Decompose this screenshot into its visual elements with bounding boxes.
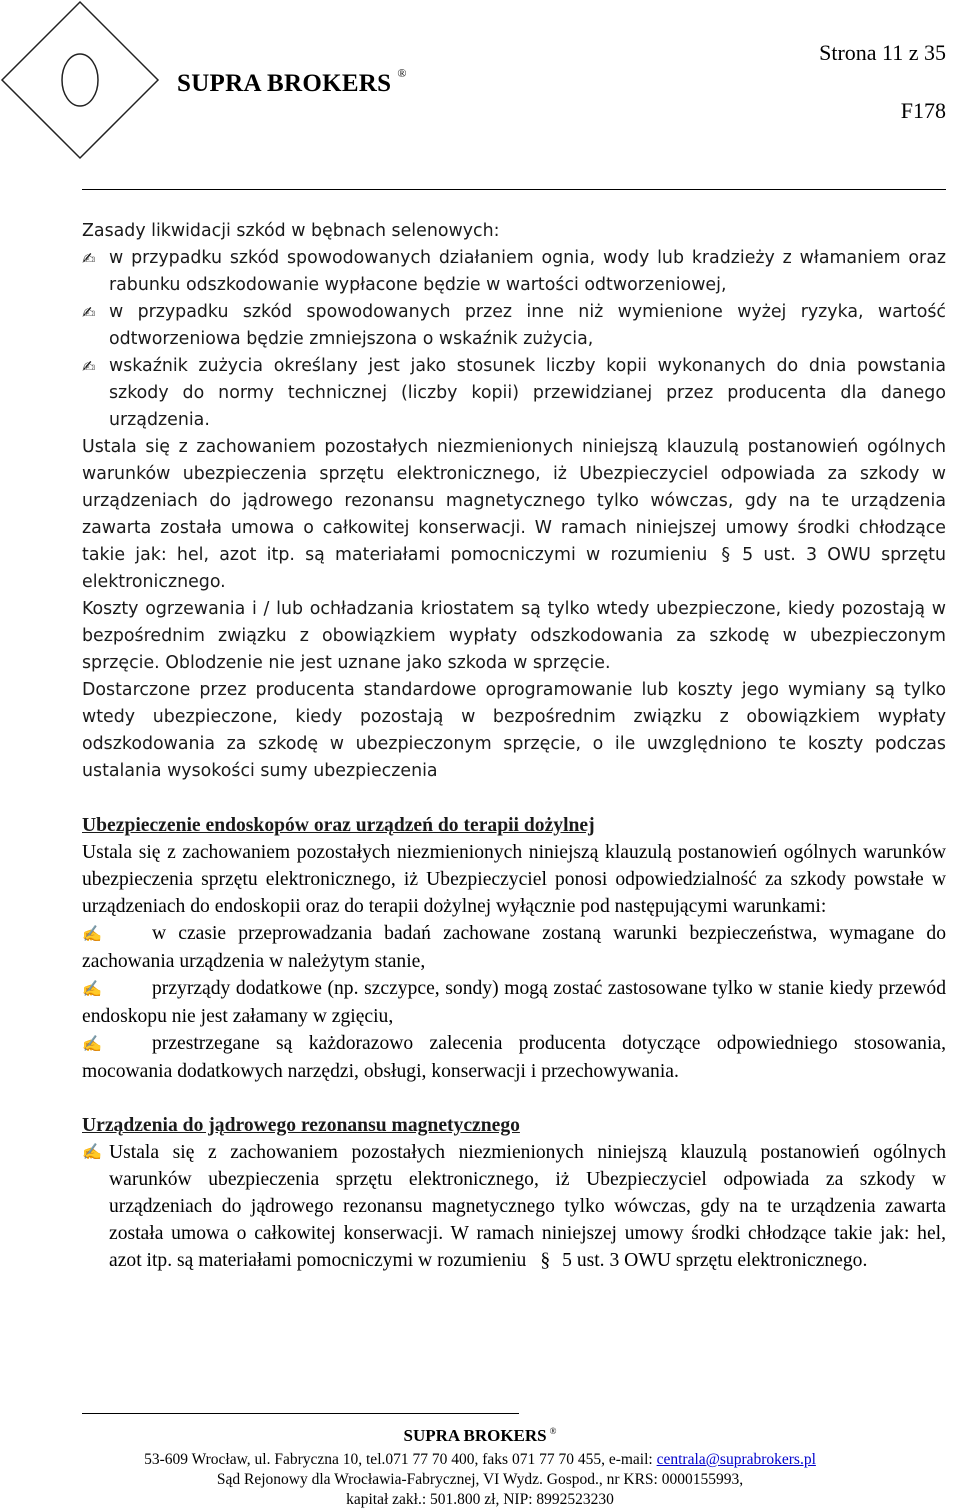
company-logo-icon (0, 0, 160, 160)
bullet-icon: ✍ (82, 1036, 102, 1053)
list-item (82, 353, 946, 434)
list-item-text: wskaźnik zużycia określany jest jako stosunek liczby kopii wykonanych do dnia powstania szkody do normy technicznej (liczby kopii) przewidzianej przez producenta dla danego urządzenia. (109, 356, 946, 430)
list-item (82, 1139, 946, 1274)
section3-title: Urządzenia do jądrowego rezonansu magnetycznego (82, 1115, 520, 1136)
section2-title: Ubezpieczenie endoskopów oraz urządzeń do terapii dożylnej (82, 815, 595, 836)
section1-heading: Zasady likwidacji szkód w bębnach selenowych: (82, 221, 500, 241)
footer-court-registration: Sąd Rejonowy dla Wrocławia-Fabrycznej, VI Wydz. Gospod., nr KRS: 0000155993, (216, 1471, 744, 1488)
document-body (82, 218, 946, 1274)
list-item (82, 299, 946, 353)
header-brand: SUPRA BROKERS ® (177, 66, 407, 97)
bullet-icon: ✍ (82, 926, 102, 943)
page-number: Strona 11 z 35 (819, 40, 946, 65)
footer-address: 53-609 Wrocław, ul. Fabryczna 10, tel.071 77 70 400, faks 071 77 70 455, e-mail: centrala@suprabrokers.pl (144, 1451, 816, 1468)
footer-brand: SUPRA BROKERS ® (403, 1426, 557, 1445)
bullet-icon: ✍ (82, 303, 96, 322)
registered-mark: ® (549, 1426, 557, 1437)
list-item (82, 245, 946, 299)
footer-capital: kapitał zakł.: 501.800 zł, NIP: 8992523230 (346, 1491, 614, 1508)
paragraph-cryostat: Koszty ogrzewania i / lub ochładzania kriostatem są tylko wtedy ubezpieczone, kiedy pozostają w bezpośrednim związku z obowiązkiem wypłaty odszkodowania za szkodę w ubezpieczonym sprzęcie. Oblodzenie nie jest uznane jako szkoda w sprzęcie. (82, 599, 946, 673)
list-item-text: przestrzegane są każdorazowo zalecenia producenta dotyczące odpowiedniego stosowania, mocowania dodatkowych narzędzi, obsługi, konserwacji i przechowywania. (82, 1033, 946, 1082)
bullet-icon: ✍ (82, 1144, 102, 1161)
bullet-icon: ✍ (82, 249, 96, 268)
list-item-text: w przypadku szkód spowodowanych działaniem ognia, wody lub kradzieży z włamaniem oraz rabunku odszkodowanie wypłacone będzie w wartości odtworzeniowej, (109, 248, 946, 295)
list-item-text: w przypadku szkód spowodowanych przez inne niż wymienione wyżej ryzyka, wartość odtworzeniowa będzie zmniejszona o wskaźnik zużycia, (109, 302, 946, 349)
section-sign-icon: § (721, 545, 731, 565)
section2-intro: Ustala się z zachowaniem pozostałych niezmienionych niniejszą klauzulą postanowień ogólnych warunków ubezpieczenia sprzętu elektronicznego, iż Ubezpieczyciel ponosi odpowiedzialność za szkody powstałe w urządzeniach do endoskopii oraz do terapii dożylnej wyłącznie pod następującymi warunkami: (82, 842, 946, 917)
bullet-icon: ✍ (82, 981, 102, 998)
list-item-text: przyrządy dodatkowe (np. szczypce, sondy) mogą zostać zastosowane tylko w stanie kiedy przewód endoskopu nie jest załamany w zgięciu, (82, 978, 946, 1027)
bullet-icon: ✍ (82, 357, 96, 376)
list-item (82, 975, 946, 1030)
registered-mark: ® (397, 66, 407, 80)
list-item (82, 920, 946, 975)
section-sign-icon: § (540, 1250, 551, 1271)
paragraph-nmr-clause: Ustala się z zachowaniem pozostałych niezmienionych niniejszą klauzulą postanowień ogólnych warunków ubezpieczenia sprzętu elektronicznego, iż Ubezpieczyciel odpowiada za szkody w urządzeniach do jądrowego rezonansu magnetycznego tylko wówczas, gdy na te urządzenia zawarta została umowa o całkowitej konserwacji. W ramach niniejszej umowy środki chłodzące takie jak: hel, azot itp. są materiałami pomocniczymi w rozumieniu § 5 ust. 3 OWU sprzętu elektronicznego. (82, 437, 946, 592)
paragraph-software: Dostarczone przez producenta standardowe oprogramowanie lub koszty jego wymiany są tylko wtedy ubezpieczone, kiedy pozostają w bezpośrednim związku z obowiązkiem wypłaty odszkodowania za szkodę w ubezpieczonym sprzęcie, o ile uwzględniono te koszty podczas ustalania wysokości sumy ubezpieczenia (82, 680, 946, 781)
form-code: F178 (900, 98, 946, 123)
list-item-text: Ustala się z zachowaniem pozostałych niezmienionych niniejszą klauzulą postanowień ogólnych warunków ubezpieczenia sprzętu elektronicznego, iż Ubezpieczyciel odpowiada za szkody w urządzeniach do jądrowego rezonansu magnetycznego tylko wówczas, gdy na te urządzenia zawarta została umowa o całkowitej konserwacji. W ramach niniejszej umowy środki chłodzące takie jak: hel, azot itp. są materiałami pomocniczymi w rozumieniu § 5 ust. 3 OWU sprzętu elektronicznego. (109, 1139, 946, 1274)
email-link[interactable]: centrala@suprabrokers.pl (656, 1451, 816, 1468)
header-divider (82, 189, 946, 190)
list-item-text: w czasie przeprowadzania badań zachowane zostaną warunki bezpieczeństwa, wymagane do zachowania urządzenia w należytym stanie, (82, 923, 946, 972)
footer-divider (82, 1413, 519, 1414)
list-item (82, 1030, 946, 1085)
